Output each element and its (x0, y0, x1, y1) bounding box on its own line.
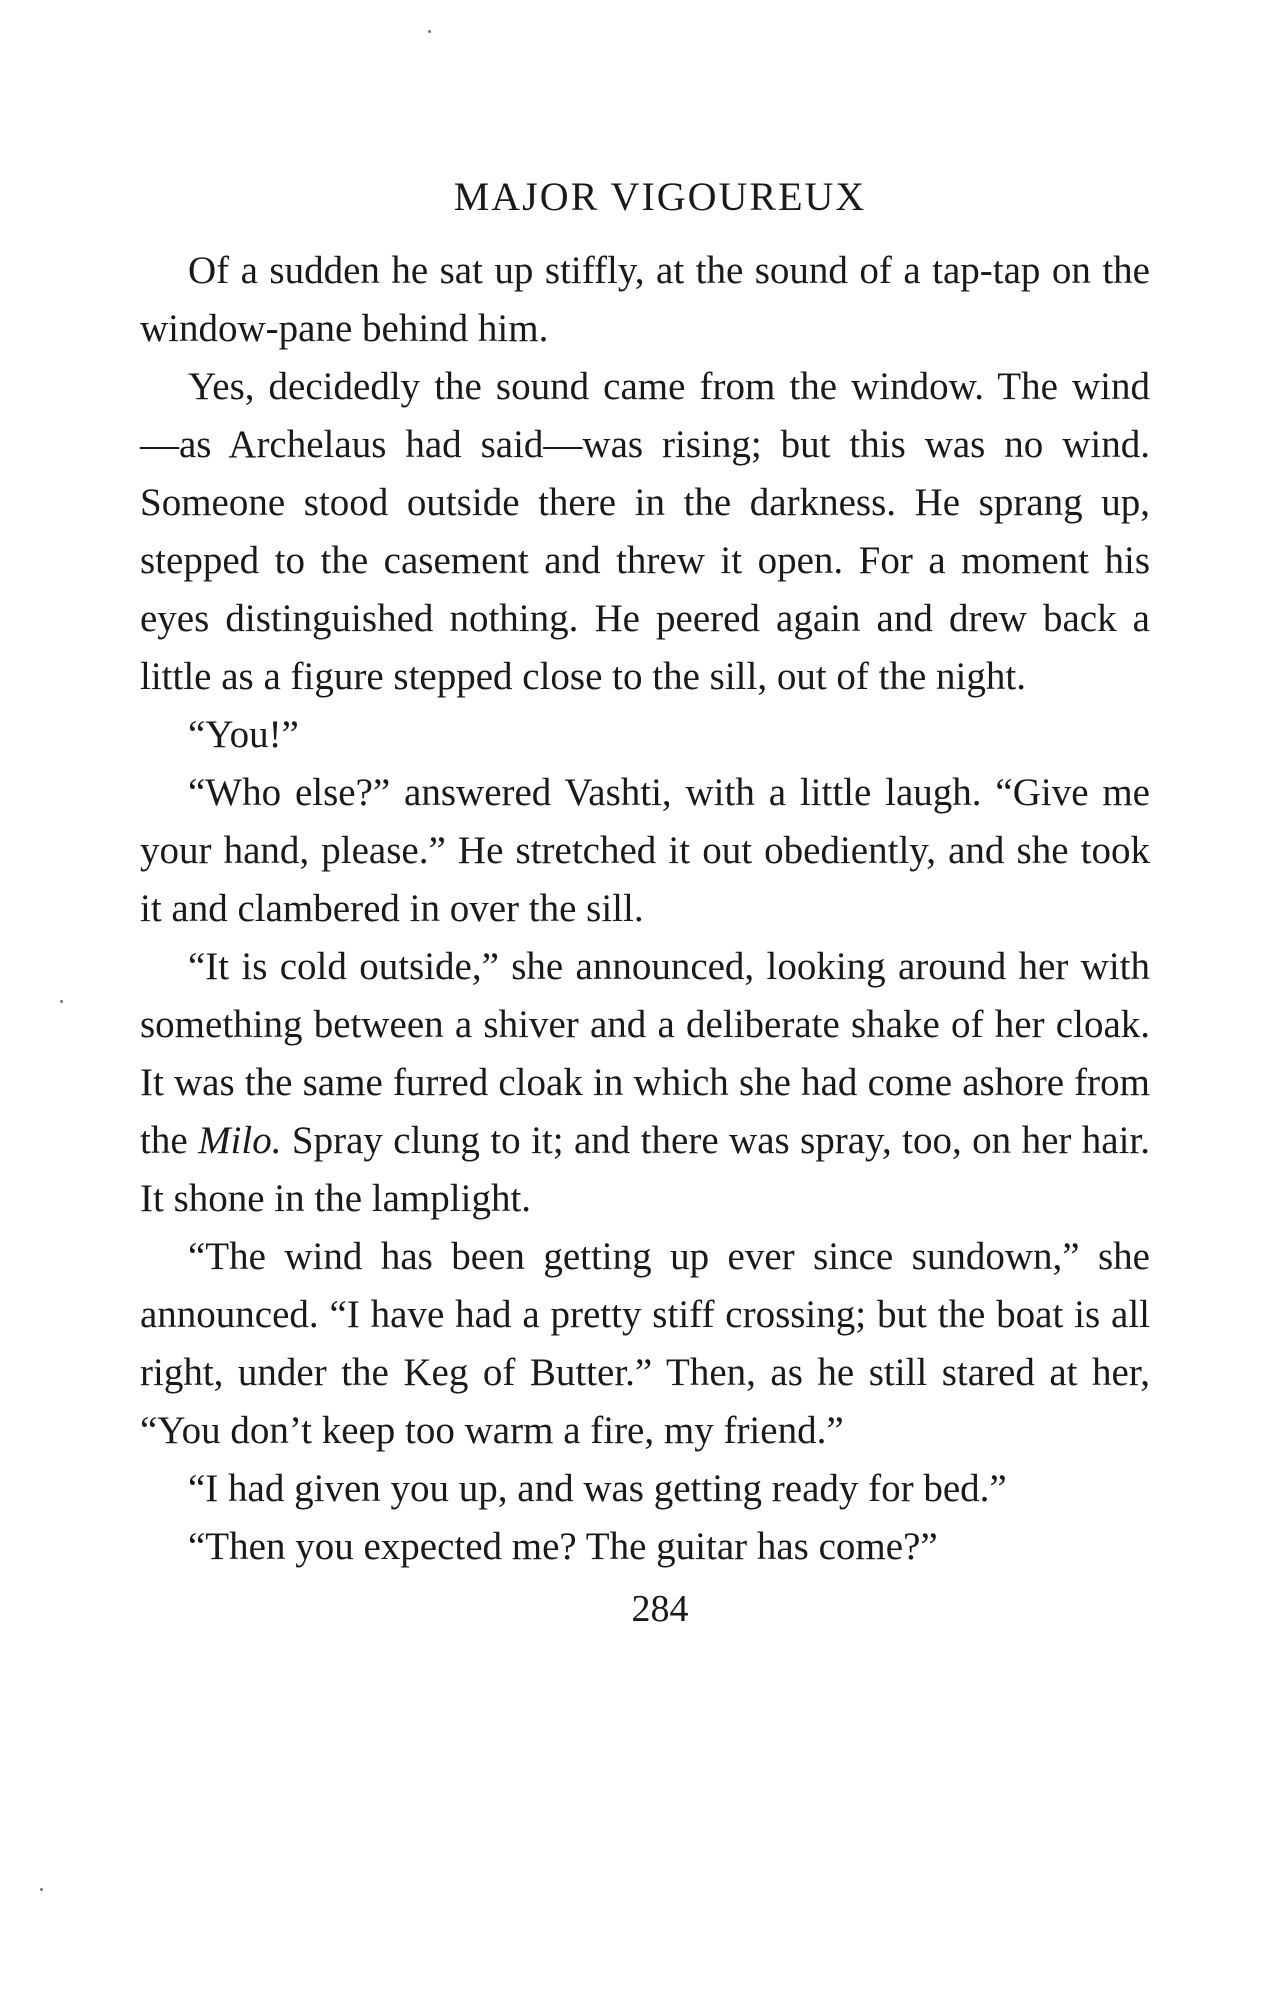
paragraph (140, 938, 1150, 1228)
paragraph: “The wind has been getting up ever since sundown,” she announced. “I have had a pretty stiff crossing; but the boat is all right, under the Keg of Butter.” Then, as he still stared at her, “You don’t keep too warm a fire, my friend.” (140, 1235, 1150, 1452)
paper-speck (60, 1000, 63, 1003)
page-text-block (140, 168, 1150, 1638)
paragraph: “You!” (188, 713, 299, 756)
paragraph-text: “It is cold outside,” she announced, looking around her with something between a shiver and a deliberate shake of her cloak. It was the same furred cloak in which she had come ashore from the (140, 945, 1150, 1162)
paragraph-text: Spray clung to it; and there was spray, too, on her hair. It shone in the lamplight. (140, 1119, 1151, 1220)
paragraph: “Then you expected me? The guitar has come?” (188, 1525, 938, 1568)
ship-name: Milo. (198, 1119, 282, 1162)
paragraph: “Who else?” answered Vashti, with a little laugh. “Give me your hand, please.” He stretched it out obediently, and she took it and clambered in over the sill. (140, 771, 1150, 930)
paragraph: “I had given you up, and was getting ready for bed.” (188, 1467, 1007, 1510)
paragraph: Yes, decidedly the sound came from the window. The wind—as Archelaus had said—was rising; but this was no wind. Someone stood outside there in the darkness. He sprang up, stepped to the casement and threw it open. For a moment his eyes distinguished nothing. He peered again and drew back a little as a figure stepped close to the sill, out of the night. (140, 365, 1150, 698)
paragraph: Of a sudden he sat up stiffly, at the sound of a tap-tap on the window-pane behind him. (140, 249, 1150, 350)
paper-speck (428, 30, 431, 33)
running-head: MAJOR VIGOUREUX (453, 174, 867, 219)
page-number: 284 (631, 1588, 689, 1630)
paper-speck (40, 1888, 43, 1891)
